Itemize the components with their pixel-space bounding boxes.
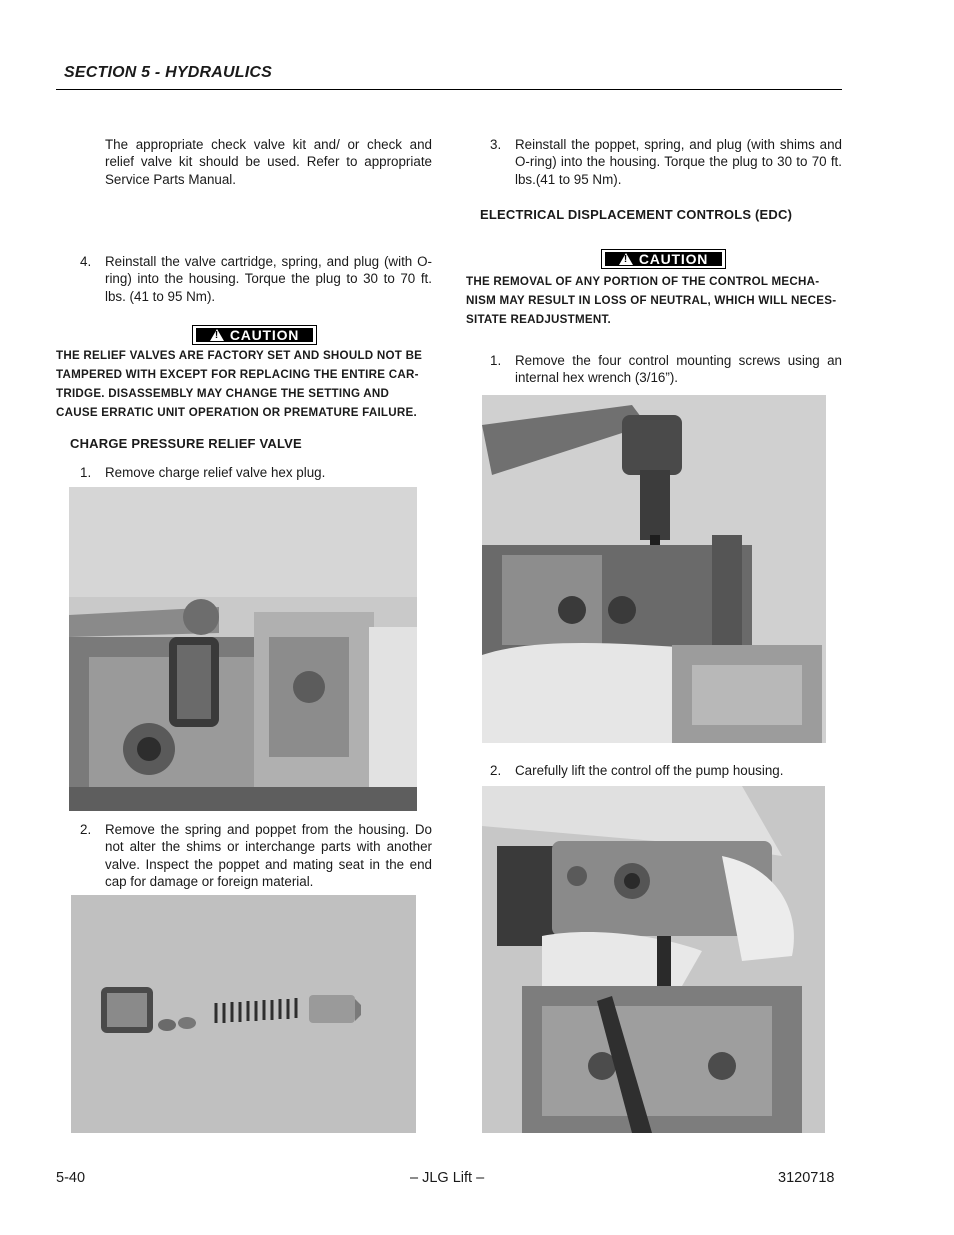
step-number: 1.	[80, 465, 92, 480]
caution-banner	[601, 249, 726, 269]
document-number: 3120718	[778, 1170, 835, 1186]
caution-label: CAUTION	[229, 327, 300, 343]
header-divider	[56, 89, 842, 90]
step-text: Reinstall the valve cartridge, spring, and plug (with O-ring) into the housing. Torque the plug to 30 to 70 ft. lbs. (41 to 95 Nm).	[105, 254, 432, 304]
photo-removing-control-screws	[482, 395, 826, 743]
warning-triangle-icon: !	[210, 329, 224, 341]
step-number: 1.	[490, 353, 502, 368]
section-title: SECTION 5 - HYDRAULICS	[64, 64, 272, 81]
caution-line: TRIDGE. DISASSEMBLY MAY CHANGE THE SETTING AND	[56, 387, 390, 400]
caution-line: THE REMOVAL OF ANY PORTION OF THE CONTROL MECHA-	[466, 275, 820, 288]
photo-spring-and-poppet	[71, 895, 416, 1133]
intro-paragraph: The appropriate check valve kit and/ or check and relief valve kit should be used. Refer to appropriate Service Parts Manual.	[105, 137, 432, 187]
warning-triangle-icon: !	[619, 253, 633, 265]
caution-line: THE RELIEF VALVES ARE FACTORY SET AND SHOULD NOT BE	[56, 349, 423, 362]
step-text: Remove the spring and poppet from the housing. Do not alter the shims or interchange parts with another valve. Inspect the poppet and mating seat in the end cap for damage or foreign material.	[105, 822, 432, 890]
caution-text	[466, 272, 842, 329]
step-text: Remove the four control mounting screws using an internal hex wrench (3/16”).	[515, 353, 842, 386]
caution-line: CAUSE ERRATIC UNIT OPERATION OR PREMATURE FAILURE.	[56, 406, 417, 419]
caution-text	[56, 346, 432, 422]
step-text: Remove charge relief valve hex plug.	[105, 465, 326, 480]
caution-label: CAUTION	[638, 251, 709, 267]
step-text: Reinstall the poppet, spring, and plug (with shims and O-ring) into the housing. Torque the plug to 30 to 70 ft. lbs.(41 to 95 Nm).	[515, 137, 842, 187]
step-number: 2.	[490, 763, 502, 778]
caution-line: TAMPERED WITH EXCEPT FOR REPLACING THE ENTIRE CAR-	[56, 368, 419, 381]
photo-lifting-control	[482, 786, 825, 1133]
step-number: 4.	[80, 254, 92, 269]
step-number: 3.	[490, 137, 502, 152]
step-text: Carefully lift the control off the pump housing.	[515, 763, 784, 778]
subheading: CHARGE PRESSURE RELIEF VALVE	[70, 436, 302, 451]
step-number: 2.	[80, 822, 92, 837]
photo-relief-valve-hex-plug	[69, 487, 417, 811]
footer-publisher: – JLG Lift –	[410, 1170, 485, 1186]
subheading: ELECTRICAL DISPLACEMENT CONTROLS (EDC)	[480, 207, 793, 222]
page-number: 5-40	[56, 1170, 86, 1186]
caution-banner	[192, 325, 317, 345]
caution-line: NISM MAY RESULT IN LOSS OF NEUTRAL, WHICH WILL NECES-	[466, 294, 837, 307]
caution-line: SITATE READJUSTMENT.	[466, 313, 611, 326]
